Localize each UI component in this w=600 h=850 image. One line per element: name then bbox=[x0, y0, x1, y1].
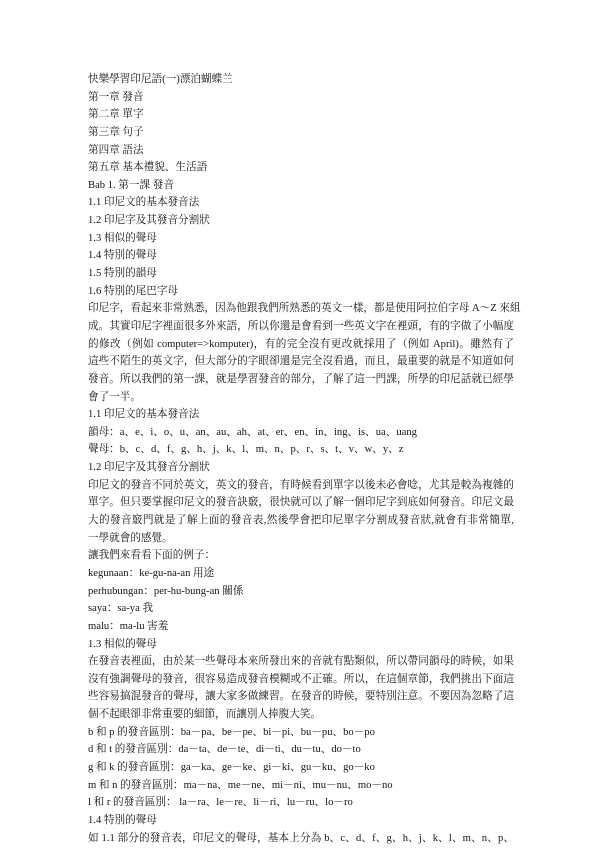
example-word: malu bbox=[88, 620, 110, 632]
example-separator: ： bbox=[143, 585, 154, 597]
example-item bbox=[88, 618, 514, 636]
chapter-item: 第二章 單字 bbox=[88, 109, 144, 121]
example-meaning: 我 bbox=[142, 603, 154, 615]
paragraph-line: 這些不陌生的英文字，但大部分的字眼卻還是完全沒看過，而且，最重要的就是不知道如何 bbox=[88, 356, 514, 368]
paragraph-line: 印尼文的發音不同於英文，英文的發音，有時候看到單字以後未必會唸，尤其是較為複雜的 bbox=[88, 479, 514, 491]
paragraph-line: 在發音表裡面，由於某一些聲母本來所發出來的音就有點類似，所以帶同韻母的時候，如果 bbox=[88, 656, 514, 668]
paragraph-line: 沒有強調聲母的發音，很容易造成發音模糊或不正確。所以，在這個章節，我們挑出下面這 bbox=[88, 673, 514, 685]
paragraph-line: 發音。所以我們的第一課，就是學習發音的部分，了解了這一門課，所學的印尼話就已經學 bbox=[88, 373, 514, 385]
section-1-3 bbox=[88, 636, 514, 812]
pronunciation-pair-line: b 和 p 的發音區別：ba－pa、be－pe、bi－pi、bu－pu、bo－po bbox=[88, 726, 375, 738]
paragraph-line: 印尼字，看起來非常熟悉，因為他跟我們所熟悉的英文一樣，都是使用阿拉伯字母 A～Z 來組 bbox=[88, 303, 521, 315]
document-title: 快樂學習印尼語(一)漂泊蝴蝶兰 bbox=[88, 74, 233, 85]
chapter-item: 第三章 句子 bbox=[88, 126, 144, 138]
pronunciation-pair-line: m 和 n 的發音區別：ma－na、me－ne、mi－ni、mu－nu、mo－no bbox=[88, 779, 393, 791]
chapter-item: 第五章 基本禮貌、生活語 bbox=[88, 162, 208, 174]
section-paragraph bbox=[88, 653, 514, 724]
example-separator: ： bbox=[106, 603, 118, 615]
examples-intro: 讓我們來看看下面的例子： bbox=[88, 550, 216, 562]
lesson-section-item: 1.6 特別的尾巴字母 bbox=[88, 285, 179, 297]
paragraph-line: 單字。但只要掌握印尼文的發音訣竅，很快就可以了解一個印尼字到底如何發音。印尼文最 bbox=[88, 497, 514, 509]
lesson-section-item: 1.4 特別的聲母 bbox=[88, 250, 157, 262]
lesson-section-item: 1.2 印尼字及其發音分割狀 bbox=[88, 215, 210, 227]
section-paragraph bbox=[88, 477, 514, 548]
section-heading: 1.2 印尼字及其發音分割狀 bbox=[88, 462, 210, 474]
lesson-section-item: 1.5 特別的韻母 bbox=[88, 268, 157, 280]
section-heading: 1.1 印尼文的基本發音法 bbox=[88, 409, 200, 421]
intro-paragraph bbox=[88, 300, 521, 406]
section-heading: 1.3 相似的聲母 bbox=[88, 638, 157, 650]
section-heading: 1.4 特別的聲母 bbox=[88, 814, 157, 826]
lesson-section-item: 1.1 印尼文的基本發音法 bbox=[88, 197, 200, 209]
example-item bbox=[88, 600, 514, 618]
chapter-item: 第四章 語法 bbox=[88, 144, 144, 156]
section-1-4 bbox=[88, 812, 514, 847]
paragraph-line: 些容易搞混發音的聲母，讓大家多做練習。在發音的時候，要特別注意。不要因為忽略了這 bbox=[88, 691, 514, 703]
pronunciation-pair-line: g 和 k 的發音區別：ga－ka、ge－ke、gi－ki、gu－ku、go－ko bbox=[88, 761, 375, 773]
paragraph-line: 一學就會的感覺。 bbox=[88, 532, 173, 544]
paragraph-line: 的修改（例如 computer=>komputer)，有的完全沒有更改就採用了（例如 April)。雖然有了 bbox=[88, 338, 514, 350]
section-1-2 bbox=[88, 459, 514, 635]
pronunciation-pair-line: d 和 t 的發音區別：da－ta、de－te、di－ti、du－tu、do－to bbox=[88, 744, 361, 756]
example-item bbox=[88, 565, 514, 583]
pronunciation-pair-line: l 和 r 的發音區別： la－ra、le－re、li－ri、lu－ru、lo－ro bbox=[88, 797, 353, 809]
example-meaning: 害羞 bbox=[147, 620, 169, 632]
vowel-list: 韻母：a、e、i、o、u、an、au、ah、at、er、en、in、ing、is、ua、uang bbox=[88, 426, 417, 438]
example-syllables: ke-gu-na-an bbox=[139, 567, 191, 579]
example-separator: ： bbox=[109, 620, 120, 632]
pronunciation-pair-list bbox=[88, 724, 514, 812]
example-word: perhubungan bbox=[88, 585, 144, 597]
paragraph-line: 成。其實印尼字裡面很多外來語，所以你還是會看到一些英文字在裡頭，有的字做了小幅度 bbox=[88, 320, 514, 332]
chapter-list bbox=[88, 89, 514, 177]
paragraph-line: 會了一半。 bbox=[88, 391, 141, 403]
document-page bbox=[88, 71, 521, 847]
example-syllables: sa-ya bbox=[117, 603, 140, 615]
chapter-item: 第一章 發音 bbox=[88, 91, 144, 103]
example-syllables: per-hu-bung-an bbox=[153, 585, 220, 597]
example-word: saya bbox=[88, 603, 107, 615]
example-meaning: 關係 bbox=[222, 585, 244, 597]
paragraph-line: 個不起眼卻非常重要的細節，而讓別人捧腹大笑。 bbox=[88, 709, 322, 721]
lesson-title: Bab 1. 第一課 發音 bbox=[88, 179, 174, 191]
section-paragraph bbox=[88, 830, 514, 848]
lesson-section-item: 1.3 相似的聲母 bbox=[88, 232, 157, 244]
example-meaning: 用途 bbox=[193, 567, 215, 579]
paragraph-line: 大的發音竅門就是了解上面的發音表,然後學會把印尼單字分割成發音狀,就會有非常簡單, bbox=[88, 515, 514, 527]
example-separator: ： bbox=[128, 567, 140, 579]
example-item bbox=[88, 583, 514, 601]
lesson-section-list bbox=[88, 194, 514, 300]
paragraph-line: 如 1.1 部分的發音表，印尼文的聲母，基本上分為 b、c、d、f、g、h、j、k、l、m、n、p、 bbox=[88, 832, 514, 844]
example-word: kegunaan bbox=[88, 567, 129, 579]
section-1-1 bbox=[88, 406, 514, 459]
consonant-list: 聲母：b、c、d、f、g、h、j、k、l、m、n、p、r、s、t、v、w、y、z bbox=[88, 444, 404, 456]
example-list bbox=[88, 565, 514, 636]
example-syllables: ma-lu bbox=[119, 620, 145, 632]
